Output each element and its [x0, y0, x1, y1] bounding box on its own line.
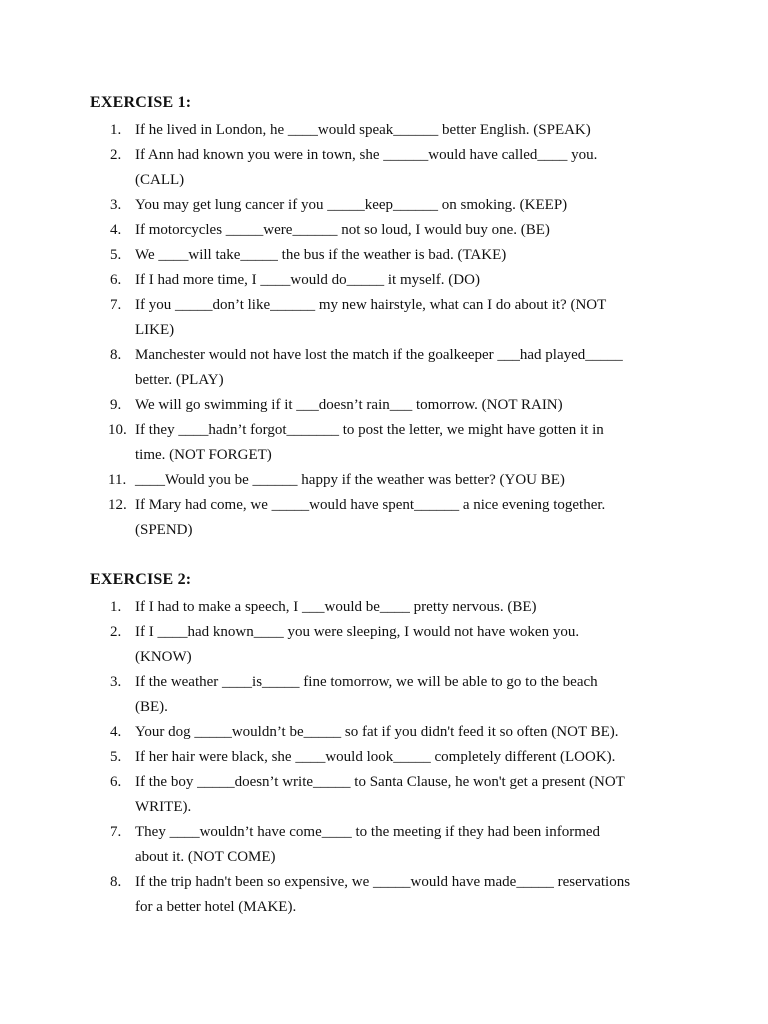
- item-sentence: If Ann had known you were in town, she ______would have called____ you.: [135, 147, 598, 163]
- exercise-1-section: [90, 93, 690, 543]
- item-sentence: If the boy _____doesn’t write_____ to Santa Clause, he won't get a present (NOT: [135, 774, 625, 790]
- item-sentence: If the trip hadn't been so expensive, we _____would have made_____ reservations: [135, 874, 631, 890]
- item-sentence-continued: (SPEND): [135, 522, 193, 538]
- item-sentence: We ____will take_____ the bus if the weather is bad. (TAKE): [135, 247, 507, 263]
- item-sentence-continued: (CALL): [135, 172, 185, 188]
- item-sentence-continued: better. (PLAY): [135, 372, 224, 388]
- exercise-item: [90, 870, 690, 920]
- exercise-item: [90, 745, 690, 770]
- item-number: 1.: [110, 122, 122, 138]
- item-number: 9.: [110, 397, 122, 413]
- item-sentence: If the weather ____is_____ fine tomorrow, we will be able to go to the beach: [135, 674, 598, 690]
- item-sentence: If I had more time, I ____would do_____ it myself. (DO): [135, 272, 480, 288]
- item-sentence: We will go swimming if it ___doesn’t rain___ tomorrow. (NOT RAIN): [135, 397, 563, 413]
- exercise-item: [90, 293, 690, 343]
- exercise-item: [90, 143, 690, 193]
- exercise-item: [90, 620, 690, 670]
- item-sentence: If I ____had known____ you were sleeping, I would not have woken you.: [135, 624, 580, 640]
- item-number: 6.: [110, 774, 122, 790]
- item-number: 7.: [110, 824, 122, 840]
- item-sentence-continued: about it. (NOT COME): [135, 849, 276, 865]
- exercise-item: [90, 595, 690, 620]
- exercise-item: [90, 343, 690, 393]
- item-number: 2.: [110, 624, 122, 640]
- item-sentence: You may get lung cancer if you _____keep______ on smoking. (KEEP): [135, 197, 568, 213]
- exercise-item: [90, 218, 690, 243]
- item-sentence-continued: for a better hotel (MAKE).: [135, 899, 297, 915]
- exercise-2-title: EXERCISE 2:: [90, 571, 192, 588]
- item-number: 8.: [110, 347, 122, 363]
- item-sentence: They ____wouldn’t have come____ to the meeting if they had been informed: [135, 824, 601, 840]
- exercise-1-title: EXERCISE 1:: [90, 94, 192, 111]
- item-sentence: ____Would you be ______ happy if the weather was better? (YOU BE): [135, 472, 565, 488]
- item-sentence-continued: time. (NOT FORGET): [135, 447, 272, 463]
- exercise-2-list: [90, 595, 690, 920]
- item-sentence: If he lived in London, he ____would speak______ better English. (SPEAK): [135, 122, 591, 138]
- item-number: 3.: [110, 674, 122, 690]
- exercise-item: [90, 670, 690, 720]
- exercise-1-list: [90, 118, 690, 543]
- exercise-item: [90, 393, 690, 418]
- item-number: 1.: [110, 599, 122, 615]
- item-sentence: Your dog _____wouldn’t be_____ so fat if you didn't feed it so often (NOT BE).: [135, 724, 619, 740]
- item-sentence: Manchester would not have lost the match if the goalkeeper ___had played_____: [135, 347, 623, 363]
- item-number: 2.: [110, 147, 122, 163]
- item-number: 3.: [110, 197, 122, 213]
- item-number: 11.: [108, 472, 127, 488]
- item-sentence-continued: (KNOW): [135, 649, 192, 665]
- item-number: 12.: [108, 497, 127, 513]
- exercise-item: [90, 118, 690, 143]
- item-sentence: If motorcycles _____were______ not so loud, I would buy one. (BE): [135, 222, 550, 238]
- item-number: 5.: [110, 749, 122, 765]
- item-number: 7.: [110, 297, 122, 313]
- item-sentence: If Mary had come, we _____would have spent______ a nice evening together.: [135, 497, 606, 513]
- exercise-item: [90, 493, 690, 543]
- exercise-item: [90, 243, 690, 268]
- item-number: 4.: [110, 222, 122, 238]
- item-number: 10.: [108, 422, 127, 438]
- item-sentence: If you _____don’t like______ my new hairstyle, what can I do about it? (NOT: [135, 297, 607, 313]
- item-number: 4.: [110, 724, 122, 740]
- item-sentence-continued: LIKE): [135, 322, 175, 338]
- item-number: 5.: [110, 247, 122, 263]
- item-sentence: If they ____hadn’t forgot_______ to post the letter, we might have gotten it in: [135, 422, 604, 438]
- item-sentence-continued: (BE).: [135, 699, 168, 715]
- exercise-item: [90, 820, 690, 870]
- item-sentence: If I had to make a speech, I ___would be____ pretty nervous. (BE): [135, 599, 537, 615]
- exercise-2-section: [90, 570, 690, 920]
- exercise-item: [90, 418, 690, 468]
- item-number: 8.: [110, 874, 122, 890]
- exercise-item: [90, 268, 690, 293]
- exercise-item: [90, 770, 690, 820]
- item-sentence: If her hair were black, she ____would look_____ completely different (LOOK).: [135, 749, 616, 765]
- item-number: 6.: [110, 272, 122, 288]
- exercise-item: [90, 193, 690, 218]
- item-sentence-continued: WRITE).: [135, 799, 192, 815]
- exercise-item: [90, 468, 690, 493]
- exercise-item: [90, 720, 690, 745]
